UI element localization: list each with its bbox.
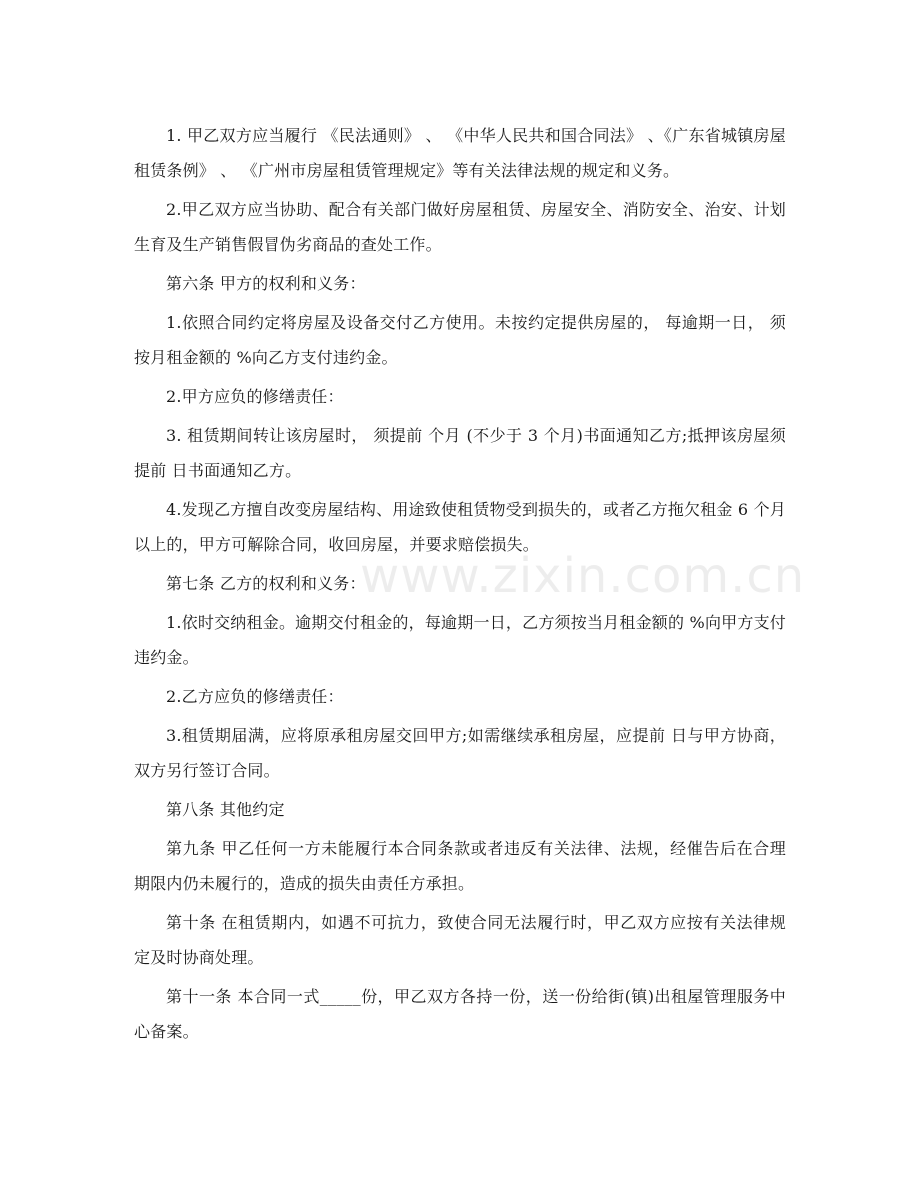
watermark: www.zixin.com.cn — [360, 548, 806, 604]
paragraph-clause-7-1: 1.依时交纳租金。逾期交付租金的，每逾期一日，乙方须按当月租金额的 %向甲方支付违约金。 — [134, 613, 786, 667]
paragraph-article-9: 第九条 甲乙任何一方未能履行本合同条款或者违反有关法律、法规，经催告后在合理期限内仍未履行的，造成的损失由责任方承担。 — [134, 839, 786, 893]
paragraph-clause-7-2: 2.乙方应负的修缮责任： — [166, 687, 344, 706]
heading-article-7: 第七条 乙方的权利和义务： — [166, 574, 366, 593]
paragraph-clause-6-4: 4.发现乙方擅自改变房屋结构、用途致使租赁物受到损失的，或者乙方拖欠租金 6 个月以上的，甲方可解除合同，收回房屋，并要求赔偿损失。 — [134, 500, 786, 554]
heading-article-6: 第六条 甲方的权利和义务： — [166, 274, 366, 293]
heading-article-8: 第八条 其他约定 — [166, 800, 285, 819]
paragraph-clause-6-2: 2.甲方应负的修缮责任： — [166, 387, 344, 406]
paragraph-clause-6-1: 1.依照合同约定将房屋及设备交付乙方使用。未按约定提供房屋的， 每逾期一日， 须按月租金额的 %向乙方支付违约金。 — [134, 313, 786, 367]
paragraph-clause-5-1: 1. 甲乙双方应当履行 《民法通则》 、 《中华人民共和国合同法》 、《广东省城镇房屋租赁条例》 、 《广州市房屋租赁管理规定》等有关法律法规的规定和义务。 — [134, 126, 786, 180]
paragraph-clause-7-3: 3.租赁期届满，应将原承租房屋交回甲方;如需继续承租房屋，应提前 日与甲方协商，双方另行签订合同。 — [134, 726, 786, 780]
paragraph-article-11: 第十一条 本合同一式_____份，甲乙双方各持一份，送一份给街(镇)出租屋管理服务中心备案。 — [134, 987, 786, 1041]
paragraph-article-10: 第十条 在租赁期内，如遇不可抗力，致使合同无法履行时，甲乙双方应按有关法律规定及时协商处理。 — [134, 913, 786, 967]
paragraph-clause-6-3: 3. 租赁期间转让该房屋时， 须提前 个月 (不少于 3 个月)书面通知乙方;抵押该房屋须提前 日书面通知乙方。 — [134, 426, 786, 480]
paragraph-clause-5-2: 2.甲乙双方应当协助、配合有关部门做好房屋租赁、房屋安全、消防安全、治安、计划生育及生产销售假冒伪劣商品的查处工作。 — [134, 200, 786, 254]
